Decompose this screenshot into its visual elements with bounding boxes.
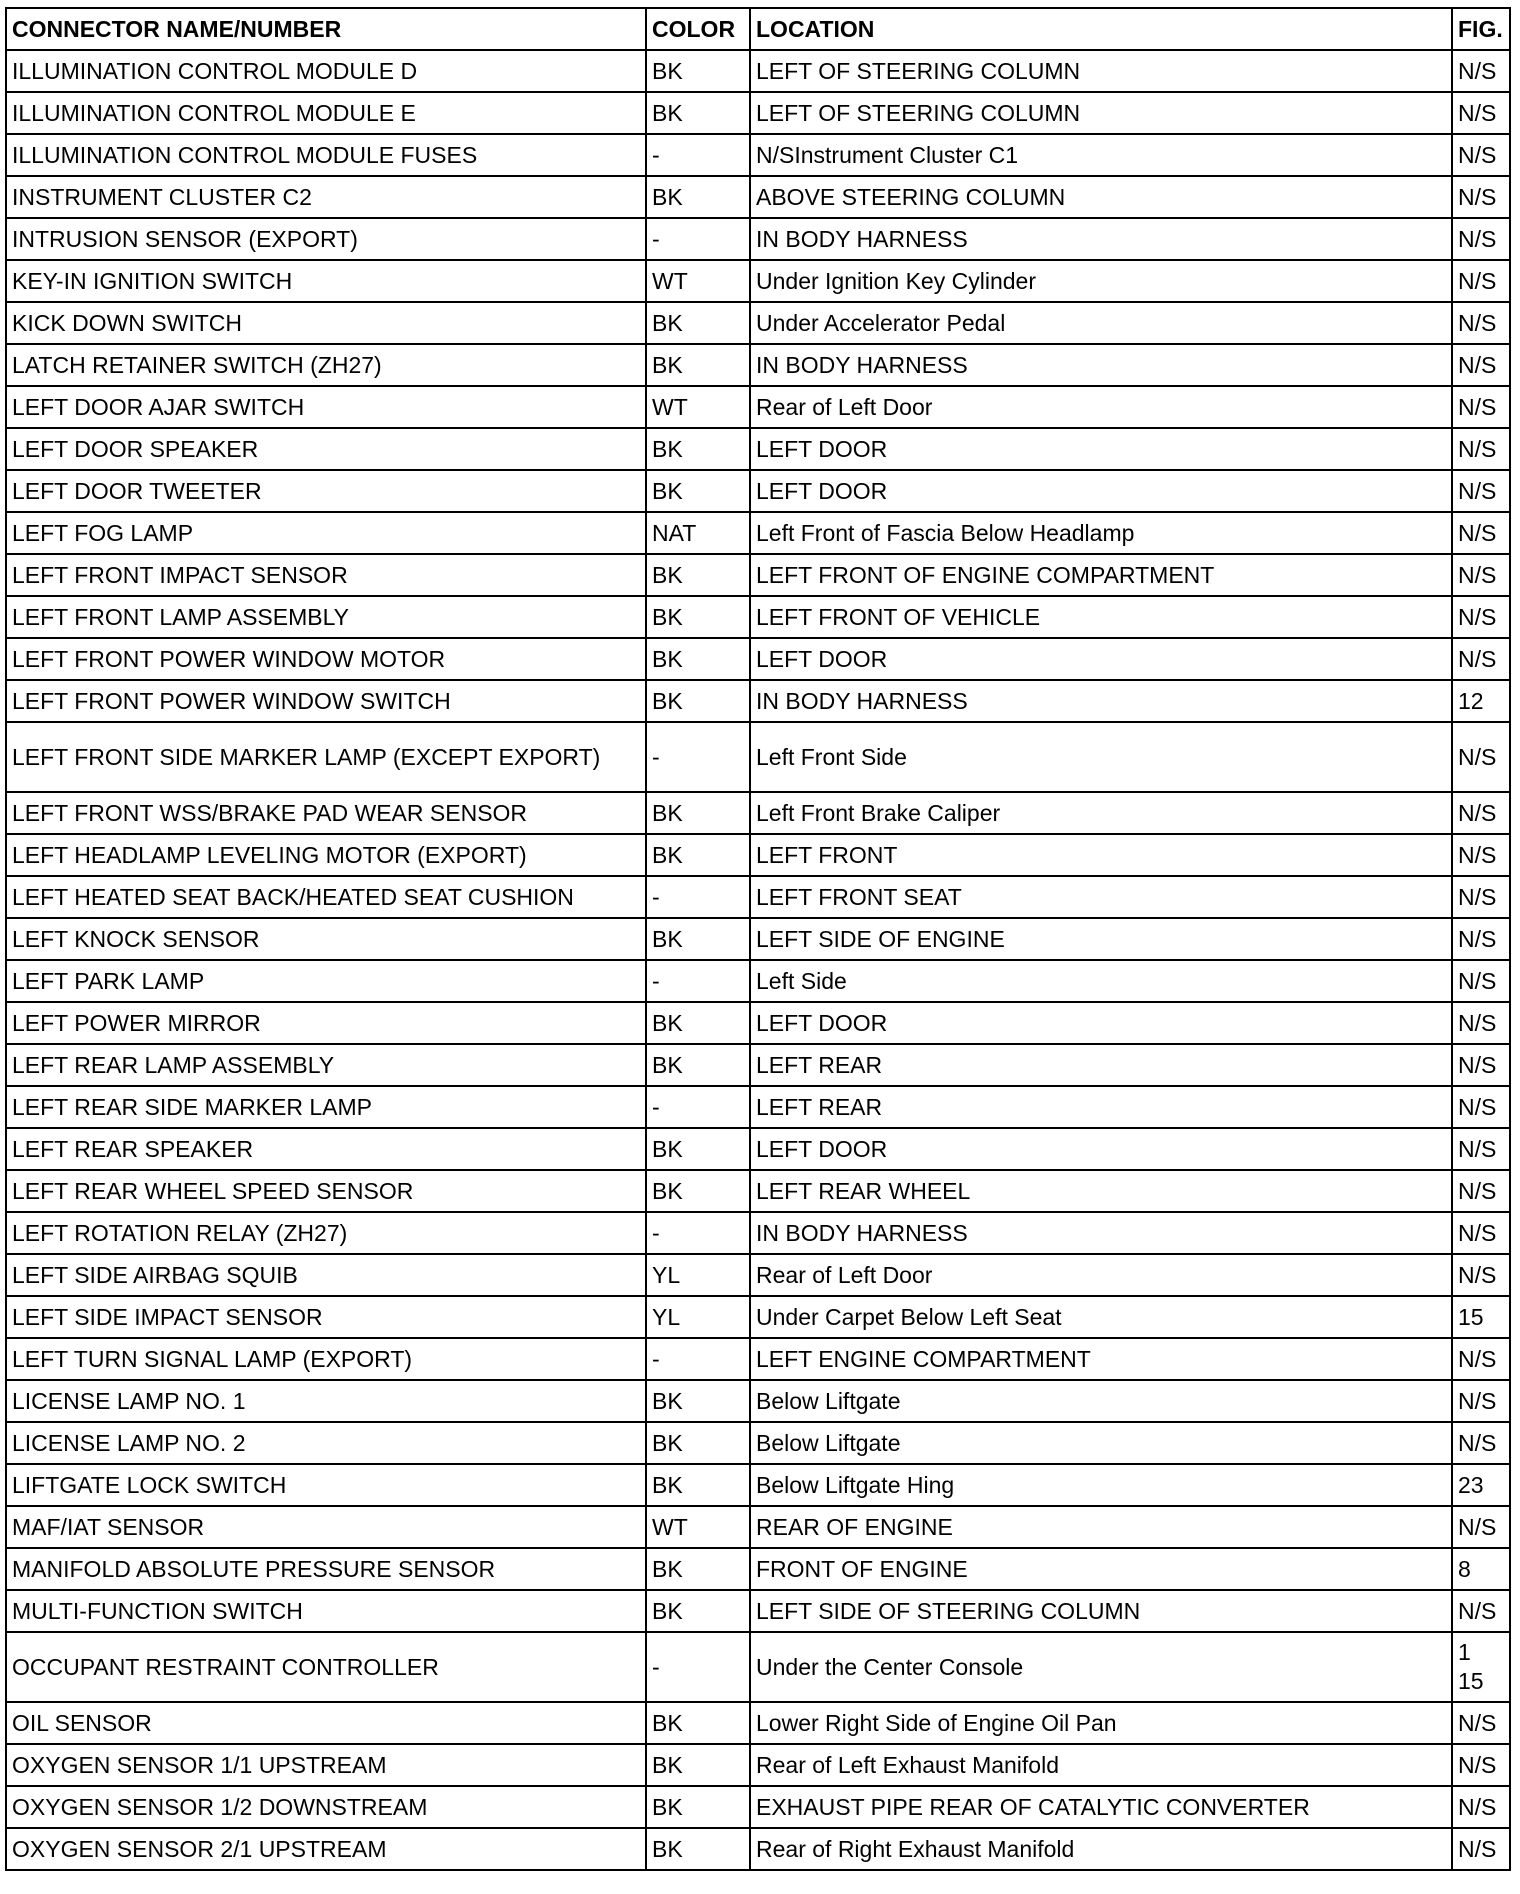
cell-location: Below Liftgate Hing (750, 1464, 1452, 1506)
cell-fig: N/S (1452, 1212, 1510, 1254)
cell-color: BK (646, 1380, 750, 1422)
table-row (6, 1464, 1510, 1506)
cell-connector-name: LEFT REAR SIDE MARKER LAMP (6, 1086, 646, 1128)
table-body (6, 50, 1510, 1870)
cell-fig: N/S (1452, 960, 1510, 1002)
table-row (6, 470, 1510, 512)
table-row (6, 1044, 1510, 1086)
cell-fig: 15 (1452, 1296, 1510, 1338)
cell-color: WT (646, 260, 750, 302)
cell-color: WT (646, 1506, 750, 1548)
cell-fig: N/S (1452, 386, 1510, 428)
cell-connector-name: LEFT REAR LAMP ASSEMBLY (6, 1044, 646, 1086)
cell-location: Rear of Left Door (750, 1254, 1452, 1296)
cell-connector-name: LEFT FRONT POWER WINDOW MOTOR (6, 638, 646, 680)
table-row (6, 1702, 1510, 1744)
table-row (6, 722, 1510, 792)
cell-location: Rear of Left Door (750, 386, 1452, 428)
cell-color: BK (646, 92, 750, 134)
cell-connector-name: INTRUSION SENSOR (EXPORT) (6, 218, 646, 260)
cell-connector-name: MAF/IAT SENSOR (6, 1506, 646, 1548)
cell-fig: N/S (1452, 1702, 1510, 1744)
cell-connector-name: OXYGEN SENSOR 1/1 UPSTREAM (6, 1744, 646, 1786)
cell-fig: N/S (1452, 1170, 1510, 1212)
cell-fig: 23 (1452, 1464, 1510, 1506)
cell-fig: N/S (1452, 92, 1510, 134)
cell-color: BK (646, 302, 750, 344)
table-row (6, 1548, 1510, 1590)
table-row (6, 1170, 1510, 1212)
cell-color: - (646, 960, 750, 1002)
cell-color: YL (646, 1296, 750, 1338)
cell-location: IN BODY HARNESS (750, 344, 1452, 386)
cell-fig: N/S (1452, 344, 1510, 386)
table-row (6, 218, 1510, 260)
cell-color: BK (646, 680, 750, 722)
table-row (6, 1212, 1510, 1254)
table-row (6, 386, 1510, 428)
table-row (6, 134, 1510, 176)
cell-fig: N/S (1452, 134, 1510, 176)
cell-location: LEFT REAR (750, 1086, 1452, 1128)
cell-fig: N/S (1452, 1590, 1510, 1632)
table-row (6, 512, 1510, 554)
cell-color: WT (646, 386, 750, 428)
table-row (6, 176, 1510, 218)
table-row (6, 1128, 1510, 1170)
cell-color: - (646, 1212, 750, 1254)
cell-connector-name: OXYGEN SENSOR 1/2 DOWNSTREAM (6, 1786, 646, 1828)
table-row (6, 302, 1510, 344)
table-row (6, 92, 1510, 134)
cell-fig: N/S (1452, 176, 1510, 218)
cell-color: BK (646, 1590, 750, 1632)
cell-connector-name: ILLUMINATION CONTROL MODULE E (6, 92, 646, 134)
cell-fig: N/S (1452, 50, 1510, 92)
cell-location: LEFT FRONT OF VEHICLE (750, 596, 1452, 638)
cell-location: LEFT REAR WHEEL (750, 1170, 1452, 1212)
cell-fig: N/S (1452, 638, 1510, 680)
cell-color: BK (646, 50, 750, 92)
table-row (6, 554, 1510, 596)
cell-color: BK (646, 596, 750, 638)
cell-color: BK (646, 834, 750, 876)
cell-fig: 8 (1452, 1548, 1510, 1590)
cell-fig: N/S (1452, 1422, 1510, 1464)
cell-location: LEFT DOOR (750, 428, 1452, 470)
cell-location: LEFT FRONT (750, 834, 1452, 876)
table-row (6, 1590, 1510, 1632)
table-row (6, 834, 1510, 876)
table-row (6, 960, 1510, 1002)
header-connector-name: CONNECTOR NAME/NUMBER (6, 8, 646, 50)
cell-fig: N/S (1452, 1044, 1510, 1086)
cell-location: Below Liftgate (750, 1422, 1452, 1464)
cell-location: LEFT DOOR (750, 1128, 1452, 1170)
cell-connector-name: LEFT POWER MIRROR (6, 1002, 646, 1044)
cell-color: BK (646, 792, 750, 834)
cell-fig: N/S (1452, 1786, 1510, 1828)
cell-location: Left Front Brake Caliper (750, 792, 1452, 834)
cell-connector-name: LEFT DOOR SPEAKER (6, 428, 646, 470)
cell-connector-name: LEFT HEATED SEAT BACK/HEATED SEAT CUSHION (6, 876, 646, 918)
cell-connector-name: LEFT ROTATION RELAY (ZH27) (6, 1212, 646, 1254)
cell-connector-name: LEFT FRONT SIDE MARKER LAMP (EXCEPT EXPORT) (6, 722, 646, 792)
cell-location: EXHAUST PIPE REAR OF CATALYTIC CONVERTER (750, 1786, 1452, 1828)
cell-connector-name: LEFT DOOR TWEETER (6, 470, 646, 512)
table-row (6, 1254, 1510, 1296)
cell-connector-name: LEFT HEADLAMP LEVELING MOTOR (EXPORT) (6, 834, 646, 876)
table-row (6, 1338, 1510, 1380)
cell-color: - (646, 1632, 750, 1702)
cell-connector-name: MULTI-FUNCTION SWITCH (6, 1590, 646, 1632)
cell-color: BK (646, 1002, 750, 1044)
table-row (6, 260, 1510, 302)
cell-color: BK (646, 344, 750, 386)
cell-location: REAR OF ENGINE (750, 1506, 1452, 1548)
cell-fig: N/S (1452, 302, 1510, 344)
cell-connector-name: LEFT FOG LAMP (6, 512, 646, 554)
cell-fig: N/S (1452, 834, 1510, 876)
cell-connector-name: OIL SENSOR (6, 1702, 646, 1744)
cell-location: LEFT FRONT OF ENGINE COMPARTMENT (750, 554, 1452, 596)
cell-connector-name: LEFT DOOR AJAR SWITCH (6, 386, 646, 428)
cell-location: Under Carpet Below Left Seat (750, 1296, 1452, 1338)
cell-location: LEFT ENGINE COMPARTMENT (750, 1338, 1452, 1380)
cell-fig: 12 (1452, 680, 1510, 722)
cell-color: BK (646, 638, 750, 680)
cell-color: BK (646, 1128, 750, 1170)
table-row (6, 1002, 1510, 1044)
table-row (6, 344, 1510, 386)
cell-color: BK (646, 1170, 750, 1212)
cell-connector-name: OCCUPANT RESTRAINT CONTROLLER (6, 1632, 646, 1702)
cell-fig: N/S (1452, 428, 1510, 470)
table-row (6, 876, 1510, 918)
cell-location: Left Front Side (750, 722, 1452, 792)
header-color: COLOR (646, 8, 750, 50)
cell-color: BK (646, 1548, 750, 1590)
cell-fig: N/S (1452, 1506, 1510, 1548)
cell-color: - (646, 876, 750, 918)
cell-connector-name: LATCH RETAINER SWITCH (ZH27) (6, 344, 646, 386)
cell-connector-name: LEFT REAR SPEAKER (6, 1128, 646, 1170)
cell-fig: N/S (1452, 1744, 1510, 1786)
table-row (6, 1786, 1510, 1828)
cell-fig: N/S (1452, 876, 1510, 918)
cell-location: Below Liftgate (750, 1380, 1452, 1422)
table-row (6, 1632, 1510, 1702)
cell-location: IN BODY HARNESS (750, 680, 1452, 722)
cell-location: LEFT OF STEERING COLUMN (750, 92, 1452, 134)
cell-connector-name: LEFT FRONT LAMP ASSEMBLY (6, 596, 646, 638)
cell-location: LEFT OF STEERING COLUMN (750, 50, 1452, 92)
cell-color: BK (646, 176, 750, 218)
cell-location: LEFT SIDE OF STEERING COLUMN (750, 1590, 1452, 1632)
cell-connector-name: LICENSE LAMP NO. 2 (6, 1422, 646, 1464)
cell-location: LEFT FRONT SEAT (750, 876, 1452, 918)
table-row (6, 680, 1510, 722)
fig-line: 15 (1458, 1668, 1484, 1694)
cell-fig: N/S (1452, 1128, 1510, 1170)
cell-fig: N/S (1452, 596, 1510, 638)
cell-location: Under the Center Console (750, 1632, 1452, 1702)
cell-connector-name: LEFT KNOCK SENSOR (6, 918, 646, 960)
cell-location: LEFT DOOR (750, 638, 1452, 680)
cell-fig: N/S (1452, 792, 1510, 834)
table-row (6, 1828, 1510, 1870)
cell-color: NAT (646, 512, 750, 554)
cell-color: BK (646, 554, 750, 596)
cell-location: Under Accelerator Pedal (750, 302, 1452, 344)
header-fig: FIG. (1452, 8, 1510, 50)
table-row (6, 1744, 1510, 1786)
cell-location: Rear of Left Exhaust Manifold (750, 1744, 1452, 1786)
cell-color: BK (646, 1828, 750, 1870)
cell-color: BK (646, 1464, 750, 1506)
cell-location: FRONT OF ENGINE (750, 1548, 1452, 1590)
cell-connector-name: LEFT FRONT POWER WINDOW SWITCH (6, 680, 646, 722)
cell-connector-name: ILLUMINATION CONTROL MODULE D (6, 50, 646, 92)
cell-color: - (646, 1086, 750, 1128)
cell-color: - (646, 1338, 750, 1380)
cell-connector-name: LIFTGATE LOCK SWITCH (6, 1464, 646, 1506)
cell-fig: N/S (1452, 1086, 1510, 1128)
cell-location: ABOVE STEERING COLUMN (750, 176, 1452, 218)
cell-connector-name: KEY-IN IGNITION SWITCH (6, 260, 646, 302)
table-row (6, 918, 1510, 960)
cell-location: IN BODY HARNESS (750, 1212, 1452, 1254)
cell-fig: N/S (1452, 1002, 1510, 1044)
cell-fig: N/S (1452, 218, 1510, 260)
connector-table-sheet (5, 7, 1511, 1871)
table-row (6, 638, 1510, 680)
cell-fig: N/S (1452, 1254, 1510, 1296)
table-header-row (6, 8, 1510, 50)
cell-fig: N/S (1452, 1380, 1510, 1422)
cell-location: Lower Right Side of Engine Oil Pan (750, 1702, 1452, 1744)
table-row (6, 50, 1510, 92)
cell-connector-name: LEFT TURN SIGNAL LAMP (EXPORT) (6, 1338, 646, 1380)
cell-connector-name: KICK DOWN SWITCH (6, 302, 646, 344)
cell-color: BK (646, 1744, 750, 1786)
cell-connector-name: LEFT PARK LAMP (6, 960, 646, 1002)
cell-fig: N/S (1452, 1828, 1510, 1870)
cell-fig: N/S (1452, 722, 1510, 792)
table-row (6, 1380, 1510, 1422)
table-row (6, 1422, 1510, 1464)
table-row (6, 596, 1510, 638)
cell-fig: N/S (1452, 1338, 1510, 1380)
cell-location: LEFT REAR (750, 1044, 1452, 1086)
cell-location: Left Front of Fascia Below Headlamp (750, 512, 1452, 554)
cell-fig (1452, 1632, 1510, 1702)
cell-connector-name: LEFT FRONT IMPACT SENSOR (6, 554, 646, 596)
cell-location: LEFT SIDE OF ENGINE (750, 918, 1452, 960)
cell-connector-name: LEFT FRONT WSS/BRAKE PAD WEAR SENSOR (6, 792, 646, 834)
cell-location: Rear of Right Exhaust Manifold (750, 1828, 1452, 1870)
cell-location: LEFT DOOR (750, 470, 1452, 512)
cell-connector-name: LEFT SIDE IMPACT SENSOR (6, 1296, 646, 1338)
cell-fig: N/S (1452, 512, 1510, 554)
cell-connector-name: LEFT REAR WHEEL SPEED SENSOR (6, 1170, 646, 1212)
cell-connector-name: LICENSE LAMP NO. 1 (6, 1380, 646, 1422)
connector-table (5, 7, 1511, 1871)
cell-color: BK (646, 1422, 750, 1464)
cell-fig: N/S (1452, 554, 1510, 596)
cell-connector-name: ILLUMINATION CONTROL MODULE FUSES (6, 134, 646, 176)
cell-color: YL (646, 1254, 750, 1296)
cell-color: - (646, 722, 750, 792)
cell-location: IN BODY HARNESS (750, 218, 1452, 260)
cell-color: BK (646, 470, 750, 512)
cell-color: - (646, 134, 750, 176)
cell-connector-name: MANIFOLD ABSOLUTE PRESSURE SENSOR (6, 1548, 646, 1590)
cell-location: Left Side (750, 960, 1452, 1002)
cell-location: LEFT DOOR (750, 1002, 1452, 1044)
table-row (6, 1506, 1510, 1548)
cell-color: BK (646, 1044, 750, 1086)
table-row (6, 792, 1510, 834)
cell-color: - (646, 218, 750, 260)
header-location: LOCATION (750, 8, 1452, 50)
table-row (6, 1086, 1510, 1128)
cell-color: BK (646, 1786, 750, 1828)
cell-fig: N/S (1452, 918, 1510, 960)
table-row (6, 428, 1510, 470)
cell-location: N/SInstrument Cluster C1 (750, 134, 1452, 176)
cell-connector-name: OXYGEN SENSOR 2/1 UPSTREAM (6, 1828, 646, 1870)
cell-color: BK (646, 428, 750, 470)
cell-location: Under Ignition Key Cylinder (750, 260, 1452, 302)
cell-color: BK (646, 1702, 750, 1744)
table-row (6, 1296, 1510, 1338)
cell-color: BK (646, 918, 750, 960)
cell-connector-name: LEFT SIDE AIRBAG SQUIB (6, 1254, 646, 1296)
cell-fig: N/S (1452, 260, 1510, 302)
cell-fig: N/S (1452, 470, 1510, 512)
fig-line: 1 (1458, 1639, 1471, 1665)
cell-connector-name: INSTRUMENT CLUSTER C2 (6, 176, 646, 218)
